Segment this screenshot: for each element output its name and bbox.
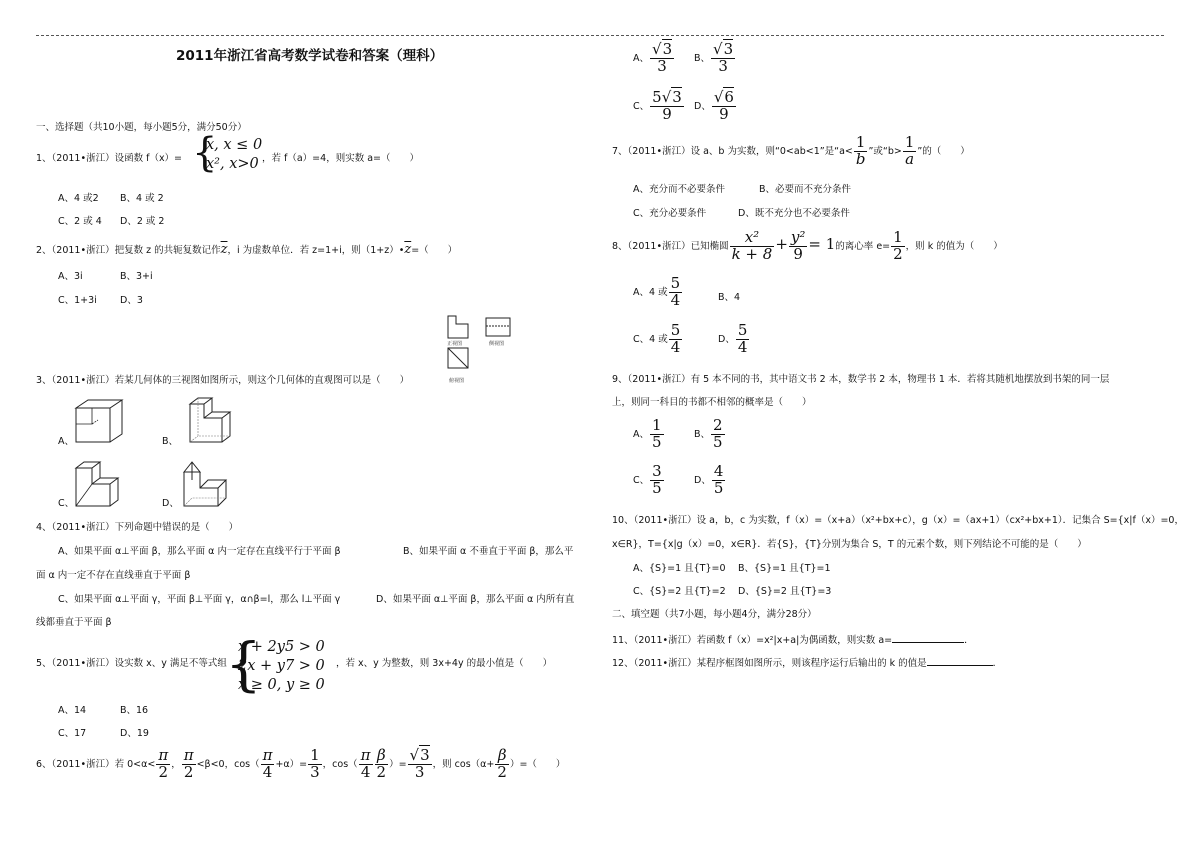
question-2	[36, 242, 457, 258]
q8-option-b[interactable]: B、4	[718, 292, 741, 303]
q2-stem-c: =（ ）	[411, 245, 458, 256]
q8-stem-b: 的离心率 e=	[835, 240, 891, 252]
q1-case-2: x², x>0	[206, 156, 259, 172]
q9-option-b[interactable]	[694, 418, 726, 451]
q6-a-label: A、	[633, 52, 649, 64]
q8-nine: 9	[793, 244, 803, 263]
question-9-cont: 上，则同一科目的书都不相邻的概率是（ ）	[612, 397, 812, 408]
q6-frac-pi-2	[156, 748, 170, 781]
q3-solid-b	[182, 396, 238, 446]
q6-option-a[interactable]	[633, 42, 675, 75]
q10-option-d[interactable]: D、{S}=2 且{T}=3	[738, 586, 832, 597]
q6-a-sqrt: 3	[662, 40, 673, 58]
q10-option-a[interactable]: A、{S}=1 且{T}=0	[633, 563, 726, 574]
q6-c-label: C、	[633, 100, 650, 112]
q8-frac-y2	[789, 230, 808, 263]
q9-d-den: 5	[713, 478, 724, 497]
q8-frac-x2	[730, 230, 775, 263]
q1-option-a[interactable]: A、4 或2	[58, 193, 99, 204]
q6-c-five: 5	[652, 88, 662, 106]
q6-frac-beta-2-b	[495, 748, 509, 781]
q8-option-c[interactable]	[633, 323, 683, 356]
q6-d-den: 9	[719, 104, 729, 123]
q6-c-frac: $\frac{5√3}{9}$	[652, 88, 682, 123]
q6-d-label: D、	[694, 100, 711, 112]
q9-b-num: 2	[713, 416, 723, 434]
q7-stem-c: ”的（ ）	[917, 145, 970, 157]
q6-two-c: 2	[376, 762, 387, 781]
q6-option-d[interactable]	[694, 90, 737, 123]
q6-pi-d: π	[360, 746, 371, 764]
q6-beta-b: β	[495, 748, 509, 765]
q6-p1: ，	[171, 758, 181, 770]
q8-half-n: 1	[893, 228, 903, 246]
q12-end: ．	[992, 658, 1003, 669]
q11-stem: 11、（2011•浙江）若函数 f（x）=x²|x+a|为偶函数，则实数 a=	[612, 635, 893, 646]
q5-option-a[interactable]: A、14	[58, 705, 87, 716]
q9-option-a[interactable]	[633, 418, 665, 451]
q8-frac-half	[891, 230, 905, 263]
q3-option-d[interactable]: D、	[162, 498, 179, 509]
q9-b-label: B、	[694, 428, 711, 440]
question-7	[612, 135, 970, 168]
q3-view-side-label: 侧视图	[489, 341, 505, 347]
question-1	[36, 153, 182, 164]
q12-stem: 12、（2011•浙江）某程序框图如图所示，则该程序运行后输出的 k 的值是	[612, 658, 927, 669]
q9-d-label: D、	[694, 474, 711, 486]
header-rule	[36, 35, 1164, 36]
q5-row-3: x ≥ 0, y ≥ 0	[238, 677, 325, 693]
q5-inequality-system	[238, 638, 325, 695]
q5-row-2: 2x + y7 > 0	[238, 658, 325, 674]
q6-frac-neg-pi-2	[182, 748, 196, 781]
q2-option-c[interactable]: C、1+3i	[58, 295, 97, 306]
q6-frac-sqrt3-3: $\frac{√3}{3}$	[409, 746, 430, 781]
q7-option-c[interactable]: C、充分必要条件	[633, 208, 707, 219]
q6-b-label: B、	[694, 52, 711, 64]
q6-pi-c: π	[262, 746, 273, 764]
question-8	[612, 230, 1003, 263]
q2-option-b[interactable]: B、3+i	[120, 271, 153, 282]
q6-c-den: 9	[662, 104, 672, 123]
q2-stem-a: 2、（2011•浙江）把复数 z 的共轭复数记作	[36, 245, 221, 256]
q2-option-d[interactable]: D、3	[120, 295, 143, 306]
q7-frac-1-a	[903, 135, 917, 168]
q2-zbar-2: $\overline{z}$	[404, 242, 412, 257]
q8-d-label: D、	[718, 333, 735, 345]
q7-stem-a: 7、（2011•浙江）设 a、b 为实数，则“0<ab<1”是“a<	[612, 145, 853, 157]
q6-a-den: 3	[657, 56, 667, 75]
q8-stem-a: 8、（2011•浙江）已知椭圆	[612, 240, 729, 252]
q8-c-den: 4	[670, 337, 681, 356]
q3-option-c[interactable]: C、	[58, 498, 75, 509]
q3-solid-c	[72, 458, 126, 510]
q6-option-c[interactable]	[633, 90, 685, 123]
q8-c-label: C、4 或	[633, 333, 668, 345]
q6-d-frac: $\frac{√6}{9}$	[713, 88, 734, 123]
q8-d-frac	[736, 323, 750, 356]
q6-b-den: 3	[718, 56, 728, 75]
q9-a-den: 5	[652, 432, 662, 451]
q9-c-num: 3	[652, 462, 662, 480]
q10-option-b[interactable]: B、{S}=1 且{T}=1	[738, 563, 831, 574]
q5-stem-end: ，若 x、y 为整数，则 3x+4y 的最小值是（ ）	[336, 658, 553, 669]
q7-a: a	[905, 149, 915, 168]
q6-two-d: 2	[497, 762, 507, 781]
q1-cases	[206, 136, 262, 174]
q3-option-b[interactable]: B、	[162, 436, 179, 447]
q6-sqrt3: 3	[420, 746, 430, 764]
question-5: 5、（2011•浙江）设实数 x、y 满足不等式组	[36, 658, 227, 669]
q7-one-b: 1	[904, 133, 915, 151]
q6-b-sqrt: 3	[723, 40, 734, 58]
q9-b-den: 5	[713, 432, 723, 451]
q6-d-sqrt: 6	[724, 88, 734, 106]
q1-option-c[interactable]: C、2 或 4	[58, 216, 102, 227]
q3-option-a[interactable]: A、	[58, 436, 74, 447]
q8-y2: y²	[790, 228, 806, 246]
question-10: 10、（2011•浙江）设 a，b，c 为实数，f（x）=（x+a）（x²+bx+c），g（x）=（ax+1）（cx²+bx+1）．记集合 S={x|f（x）=0，	[612, 515, 1184, 526]
q4-option-b[interactable]: B、如果平面 α 不垂直于平面 β，那么平	[403, 546, 574, 557]
q5-option-b[interactable]: B、16	[120, 705, 149, 716]
q1-brace: {	[192, 130, 218, 176]
q6-three-b: 3	[414, 762, 425, 781]
q1-stem: 1、（2011•浙江）设函数 f（x）=	[36, 153, 183, 164]
q6-four: 4	[262, 762, 273, 781]
q7-option-b[interactable]: B、必要而不充分条件	[759, 184, 852, 195]
q6-p2: <β<0，cos（	[196, 758, 260, 770]
q1-stem-end: ，若 f（a）=4，则实数 a=（ ）	[262, 153, 419, 164]
q8-a-num: 5	[670, 274, 681, 292]
page-title: 2011年浙江省高考数学试卷和答案（理科）	[176, 48, 444, 64]
q7-option-d[interactable]: D、既不充分也不必要条件	[738, 208, 850, 219]
q6-p7: ）=（ ）	[509, 758, 566, 770]
q6-p4: ，cos（	[322, 758, 358, 770]
q5-option-d[interactable]: D、19	[120, 728, 149, 739]
q6-p5: ）=	[389, 758, 407, 770]
q6-frac-pi-4-b	[359, 748, 373, 781]
q1-option-b[interactable]: B、4 或 2	[120, 193, 164, 204]
q9-option-c[interactable]	[633, 464, 665, 497]
q5-row-1: x + 2y5 > 0	[238, 639, 325, 655]
q6-frac-1-3	[308, 748, 322, 781]
q2-stem-b: ，i 为虚数单位．若 z=1+i，则（1+z）•	[227, 245, 405, 256]
q3-solid-d	[176, 458, 236, 510]
q12-answer-blank[interactable]	[927, 656, 993, 666]
q9-a-label: A、	[633, 428, 649, 440]
question-11	[612, 633, 974, 646]
q8-plus: +	[775, 234, 788, 253]
q6-four-b: 4	[360, 762, 371, 781]
q8-k8: k + 8	[731, 244, 773, 263]
q6-two-b: 2	[183, 762, 194, 781]
section-heading-fill: 二、填空题（共7小题，每小题4分，满分28分）	[612, 609, 817, 620]
q1-option-d[interactable]: D、2 或 2	[120, 216, 165, 227]
q8-option-a[interactable]	[633, 276, 683, 309]
question-12	[612, 656, 1002, 669]
q6-one: 1	[310, 746, 320, 764]
q7-one: 1	[854, 135, 868, 152]
q6-pi: π	[158, 746, 169, 764]
q8-c-frac	[669, 323, 683, 356]
q4-option-d-cont: 线都垂直于平面 β	[36, 617, 112, 628]
q8-a-label: A、4 或	[633, 286, 668, 298]
q6-three: 3	[310, 762, 320, 781]
q8-eq1: = 1	[808, 234, 836, 253]
q9-a-num: 1	[652, 416, 662, 434]
q7-frac-1-b	[854, 135, 868, 168]
q7-option-a[interactable]: A、充分而不必要条件	[633, 184, 725, 195]
q6-option-b[interactable]	[694, 42, 736, 75]
q8-a-den: 4	[670, 290, 681, 309]
q3-solid-a	[72, 396, 126, 446]
q7-b: b	[855, 149, 866, 168]
question-9: 9、（2011•浙江）有 5 本不同的书，其中语文书 2 本，数学书 2 本，物理书 1 本．若将其随机地摆放到书架的同一层	[612, 374, 1110, 385]
q4-option-a[interactable]: A、如果平面 α⊥平面 β，那么平面 α 内一定存在直线平行于平面 β	[58, 546, 341, 557]
q4-option-d[interactable]: D、如果平面 α⊥平面 β，那么平面 α 内所有直	[376, 594, 575, 605]
q6-pi-b: π	[183, 746, 194, 764]
q5-option-c[interactable]: C、17	[58, 728, 87, 739]
q4-option-b-cont: 面 α 内一定不存在直线垂直于平面 β	[36, 570, 191, 581]
q1-case-1: x, x ≤ 0	[206, 137, 263, 153]
q6-two: 2	[158, 762, 169, 781]
q9-b-frac	[711, 418, 725, 451]
q8-half-d: 2	[893, 244, 903, 263]
q8-c-num: 5	[670, 321, 681, 339]
q6-c-sqrt: 3	[672, 88, 682, 106]
q9-option-d[interactable]	[694, 464, 726, 497]
q8-d-den: 4	[737, 337, 748, 356]
question-10-cont: x∈R}，T={x|g（x）=0，x∈R}．若{S}，{T}分别为集合 S，T 的元素个数，则下列结论不可能的是（ ）	[612, 539, 1087, 550]
q3-view-front-label: 正视图	[447, 341, 463, 347]
question-3: 3、（2011•浙江）若某几何体的三视图如图所示，则这个几何体的直观图可以是（ ）	[36, 375, 410, 386]
q9-c-den: 5	[652, 478, 662, 497]
q6-b-frac: $\frac{√3}{3}$	[713, 40, 734, 75]
q11-end: ．	[964, 635, 974, 646]
question-6	[36, 748, 565, 781]
q8-stem-c: ，则 k 的值为（ ）	[905, 240, 1003, 252]
q6-a-frac: $\frac{√3}{3}$	[652, 40, 673, 75]
q6-stem: 6、（2011•浙江）若 0<α<	[36, 758, 156, 770]
q10-option-c[interactable]: C、{S}=2 且{T}=2	[633, 586, 726, 597]
q9-a-frac	[650, 418, 664, 451]
q8-d-num: 5	[737, 321, 748, 339]
q2-option-a[interactable]: A、3i	[58, 271, 83, 282]
q6-p6: ，则 cos（α+	[432, 758, 495, 770]
q2-zbar: $\overline{z}$	[220, 242, 228, 257]
q5-brace: {	[225, 630, 262, 698]
q6-frac-pi-4	[261, 748, 275, 781]
q8-x2: x²	[730, 230, 775, 247]
q7-stem-b: ”或“b>	[868, 145, 902, 157]
section-heading-choice: 一、选择题（共10小题，每小题5分，满分50分）	[36, 122, 247, 133]
q8-a-frac	[669, 276, 683, 309]
q6-frac-beta-2	[375, 748, 389, 781]
q9-c-frac	[650, 464, 664, 497]
q3-view-top-label: 俯视图	[449, 378, 465, 384]
q6-p3: +α）=	[275, 758, 308, 770]
q6-beta: β	[375, 748, 389, 765]
q9-c-label: C、	[633, 474, 650, 486]
q9-d-frac	[712, 464, 726, 497]
q9-d-num: 4	[713, 462, 724, 480]
q8-option-d[interactable]	[718, 323, 750, 356]
q4-option-c[interactable]: C、如果平面 α⊥平面 γ，平面 β⊥平面 γ，α∩β=l，那么 l⊥平面 γ	[58, 594, 341, 605]
q11-answer-blank[interactable]	[892, 633, 964, 643]
question-4: 4、（2011•浙江）下列命题中错误的是（ ）	[36, 522, 239, 533]
